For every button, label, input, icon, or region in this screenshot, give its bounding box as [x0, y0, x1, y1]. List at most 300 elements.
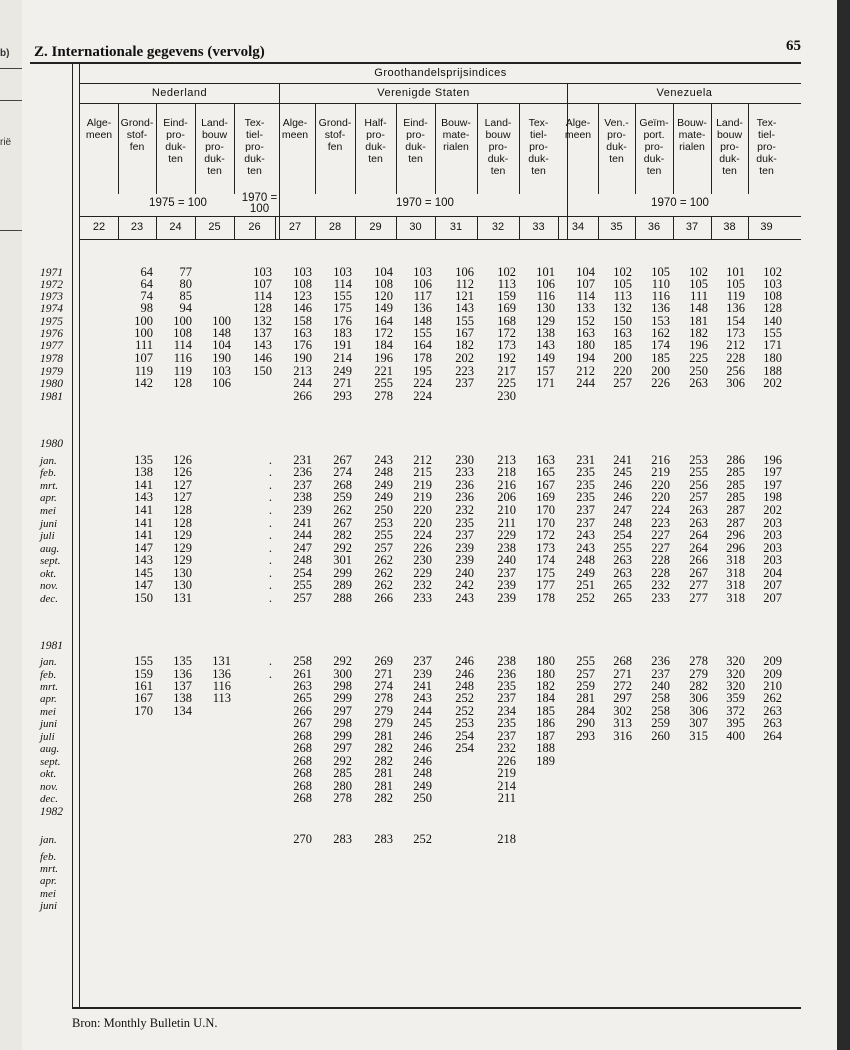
table-cell: 247: [613, 503, 632, 517]
table-cell: 299: [333, 691, 352, 705]
table-cell: 175: [536, 566, 555, 580]
table-cell: 243: [413, 691, 432, 705]
table-cell: 264: [689, 541, 708, 555]
row-label: dec.: [40, 593, 59, 605]
column-number: 35: [610, 221, 623, 233]
table-cell: 107: [253, 277, 272, 291]
table-cell: 116: [173, 351, 192, 365]
table-cell: 127: [173, 490, 192, 504]
table-cell: 237: [455, 376, 474, 390]
column-number: 39: [760, 221, 773, 233]
table-cell: 203: [763, 541, 782, 555]
table-cell: 257: [374, 541, 393, 555]
table-cell: 243: [374, 453, 393, 467]
table-cell: 282: [374, 741, 393, 755]
table-cell: 292: [333, 654, 352, 668]
table-cell: 194: [576, 351, 595, 365]
table-cell: 232: [413, 578, 432, 592]
table-cell: 174: [651, 338, 670, 352]
table-cell: 255: [374, 528, 393, 542]
table-cell: 135: [173, 654, 192, 668]
table-cell: 267: [333, 453, 352, 467]
table-cell: 136: [651, 301, 670, 315]
table-cell: 102: [497, 265, 516, 279]
table-cell: 233: [651, 591, 670, 605]
table-cell: 240: [651, 679, 670, 693]
table-cell: 266: [374, 591, 393, 605]
table-cell: 128: [173, 516, 192, 530]
table-cell: 143: [455, 301, 474, 315]
table-cell: 190: [212, 351, 231, 365]
table-cell: 218: [497, 832, 516, 846]
table-cell: 168: [497, 314, 516, 328]
table-cell: 77: [179, 265, 192, 279]
table-cell: 192: [497, 351, 516, 365]
column-header: Ven.- pro- duk- ten: [604, 117, 629, 165]
table-cell: 196: [689, 338, 708, 352]
right-page-edge: [837, 0, 850, 1050]
table-cell: .: [268, 553, 272, 567]
table-cell: 128: [173, 376, 192, 390]
table-cell: 244: [293, 376, 312, 390]
table-cell: 268: [293, 754, 312, 768]
table-cell: 197: [763, 478, 782, 492]
table-cell: 216: [497, 478, 516, 492]
table-cell: 266: [293, 389, 312, 403]
table-cell: 236: [455, 490, 474, 504]
table-cell: 239: [455, 553, 474, 567]
table-cell: 108: [374, 277, 393, 291]
table-cell: 167: [455, 326, 474, 340]
table-cell: 301: [333, 553, 352, 567]
table-cell: 141: [134, 528, 153, 542]
table-cell: 235: [455, 516, 474, 530]
table-cell: 178: [536, 591, 555, 605]
table-cell: 121: [455, 289, 474, 303]
table-cell: 215: [413, 465, 432, 479]
table-cell: 106: [536, 277, 555, 291]
table-cell: 174: [536, 553, 555, 567]
table-cell: 267: [689, 566, 708, 580]
table-cell: 177: [536, 578, 555, 592]
table-cell: 257: [293, 591, 312, 605]
table-cell: 268: [293, 791, 312, 805]
table-cell: 170: [134, 704, 153, 718]
table-cell: 150: [134, 591, 153, 605]
table-cell: 218: [497, 465, 516, 479]
table-cell: 114: [576, 289, 595, 303]
table-cell: 203: [763, 528, 782, 542]
table-cell: 262: [763, 691, 782, 705]
table-cell: 207: [763, 591, 782, 605]
table-cell: 171: [763, 338, 782, 352]
table-cell: 103: [293, 265, 312, 279]
table-cell: 252: [413, 832, 432, 846]
table-cell: 265: [613, 591, 632, 605]
table-cell: 286: [726, 453, 745, 467]
table-cell: 211: [497, 791, 516, 805]
table-cell: 204: [763, 566, 782, 580]
table-cell: 106: [455, 265, 474, 279]
table-cell: 224: [651, 503, 670, 517]
table-cell: 220: [413, 503, 432, 517]
table-cell: 232: [455, 503, 474, 517]
row-label: 1980: [40, 378, 63, 390]
row-label: okt.: [40, 568, 57, 580]
table-cell: 203: [763, 553, 782, 567]
column-number: 26: [248, 221, 261, 233]
table-cell: 119: [173, 364, 192, 378]
table-cell: 141: [134, 516, 153, 530]
table-cell: 236: [293, 465, 312, 479]
table-cell: 237: [497, 566, 516, 580]
table-cell: 257: [613, 376, 632, 390]
column-number: 24: [169, 221, 182, 233]
table-cell: 225: [689, 351, 708, 365]
table-cell: 318: [726, 591, 745, 605]
table-cell: 155: [333, 289, 352, 303]
table-cell: 137: [173, 679, 192, 693]
row-label: mrt.: [40, 681, 59, 693]
main-header: Groothandelsprijsindices: [374, 67, 507, 79]
table-cell: 197: [763, 465, 782, 479]
table-cell: 202: [763, 376, 782, 390]
table-cell: 128: [763, 301, 782, 315]
table-cell: 183: [333, 326, 352, 340]
table-cell: 157: [536, 364, 555, 378]
table-cell: 254: [455, 729, 474, 743]
table-cell: 246: [455, 654, 474, 668]
table-cell: 262: [374, 553, 393, 567]
table-cell: 147: [134, 578, 153, 592]
table-cell: 184: [374, 338, 393, 352]
table-cell: 263: [689, 503, 708, 517]
table-cell: 129: [173, 541, 192, 555]
row-label: 1978: [40, 353, 63, 365]
row-label: 1981: [40, 391, 63, 403]
table-cell: 103: [253, 265, 272, 279]
table-cell: 114: [253, 289, 272, 303]
table-cell: 113: [497, 277, 516, 291]
table-cell: 235: [497, 679, 516, 693]
table-cell: 262: [374, 578, 393, 592]
row-label: juli: [40, 731, 55, 743]
table-cell: 128: [253, 301, 272, 315]
table-cell: 158: [293, 314, 312, 328]
table-cell: 113: [212, 691, 231, 705]
table-cell: 259: [576, 679, 595, 693]
table-cell: 114: [173, 338, 192, 352]
column-header: Geïm- port. pro- duk- ten: [639, 117, 669, 177]
table-cell: 211: [497, 516, 516, 530]
table-cell: 127: [173, 478, 192, 492]
column-header: Tex- tiel- pro- duk- ten: [528, 117, 549, 177]
column-header: Alge- meen: [281, 117, 309, 141]
table-cell: 148: [413, 314, 432, 328]
table-cell: 242: [455, 578, 474, 592]
table-cell: 138: [173, 691, 192, 705]
table-cell: .: [268, 654, 272, 668]
table-cell: 244: [293, 528, 312, 542]
table-cell: 182: [536, 679, 555, 693]
source-note: Bron: Monthly Bulletin U.N.: [72, 1016, 218, 1030]
table-cell: 209: [763, 654, 782, 668]
row-label: feb.: [40, 851, 57, 863]
column-header: Alge- meen: [564, 117, 592, 141]
group-divider: [567, 84, 568, 239]
table-cell: 111: [690, 289, 708, 303]
row-label: okt.: [40, 768, 57, 780]
left-page-edge: [0, 0, 23, 1050]
row-label: feb.: [40, 669, 57, 681]
column-number: 34: [571, 221, 585, 233]
table-cell: 279: [374, 704, 393, 718]
table-cell: 293: [576, 729, 595, 743]
table-cell: 176: [333, 314, 352, 328]
table-cell: .: [268, 566, 272, 580]
table-cell: 130: [173, 578, 192, 592]
column-header: Alge- meen: [85, 117, 113, 141]
table-cell: 107: [134, 351, 153, 365]
table-cell: 219: [413, 478, 432, 492]
table-cell: 288: [333, 591, 352, 605]
table-cell: 100: [134, 314, 153, 328]
header-rule: [80, 103, 801, 104]
table-cell: 103: [212, 364, 231, 378]
table-cell: 230: [455, 453, 474, 467]
table-cell: 203: [763, 516, 782, 530]
table-cell: 246: [455, 667, 474, 681]
table-cell: 163: [293, 326, 312, 340]
table-cell: 140: [763, 314, 782, 328]
table-cell: 212: [413, 453, 432, 467]
table-cell: 150: [613, 314, 632, 328]
table-cell: 299: [333, 729, 352, 743]
table-cell: 104: [212, 338, 231, 352]
table-cell: 234: [497, 704, 516, 718]
page-title: Z. Internationale gegevens (vervolg): [34, 44, 265, 60]
table-cell: 268: [613, 654, 632, 668]
table-cell: 106: [413, 277, 432, 291]
table-cell: 251: [576, 578, 595, 592]
table-cell: 209: [763, 667, 782, 681]
table-cell: 284: [576, 704, 595, 718]
table-cell: 219: [413, 490, 432, 504]
table-cell: 252: [455, 691, 474, 705]
table-cell: 143: [253, 338, 272, 352]
row-label: juli: [40, 530, 55, 542]
table-cell: 240: [497, 553, 516, 567]
table-cell: 185: [536, 704, 555, 718]
table-cell: 252: [576, 591, 595, 605]
table-cell: 249: [413, 779, 432, 793]
table-cell: 395: [726, 716, 745, 730]
table-cell: 279: [374, 716, 393, 730]
table-cell: 188: [763, 364, 782, 378]
left-margin-rule: [0, 230, 22, 231]
table-cell: 228: [651, 553, 670, 567]
column-number: 37: [685, 221, 699, 233]
table-cell: 227: [651, 541, 670, 555]
column-header: Grond- stof- fen: [318, 117, 352, 153]
column-header: Land- bouw pro- duk- ten: [484, 117, 512, 177]
table-cell: 237: [651, 667, 670, 681]
table-cell: 253: [455, 716, 474, 730]
table-cell: 107: [576, 277, 595, 291]
base-year-label: 1975 = 100: [149, 197, 207, 209]
table-cell: 180: [536, 654, 555, 668]
column-number: 29: [369, 221, 382, 233]
row-label: 1976: [40, 328, 63, 340]
table-cell: 297: [333, 704, 352, 718]
table-cell: 85: [179, 289, 192, 303]
table-cell: 248: [374, 465, 393, 479]
row-label: jan.: [40, 656, 57, 668]
table-cell: 220: [613, 364, 632, 378]
table-cell: 112: [455, 277, 474, 291]
table-cell: 263: [689, 516, 708, 530]
table-cell: 263: [763, 704, 782, 718]
table-cell: 159: [497, 289, 516, 303]
table-cell: 143: [134, 553, 153, 567]
table-cell: 259: [333, 490, 352, 504]
table-cell: 272: [613, 679, 632, 693]
table-cell: 248: [455, 679, 474, 693]
table-cell: 116: [536, 289, 555, 303]
table-cell: 271: [333, 376, 352, 390]
table-cell: 130: [173, 566, 192, 580]
table-cell: 320: [726, 679, 745, 693]
table-cell: 217: [497, 364, 516, 378]
table-cell: 250: [374, 503, 393, 517]
table-cell: 265: [293, 691, 312, 705]
column-header: Land- bouw pro- duk- ten: [201, 117, 228, 177]
row-label: apr.: [40, 492, 57, 504]
table-cell: 94: [179, 301, 192, 315]
table-cell: 102: [689, 265, 708, 279]
table-cell: 198: [763, 490, 782, 504]
row-label: dec.: [40, 793, 59, 805]
table-cell: 154: [726, 314, 745, 328]
table-cell: 287: [726, 516, 745, 530]
row-label: 1982: [40, 806, 63, 818]
row-label: 1980: [40, 438, 63, 450]
table-cell: 120: [374, 289, 393, 303]
table-cell: 258: [651, 691, 670, 705]
table-cell: .: [268, 578, 272, 592]
table-cell: 256: [689, 478, 708, 492]
table-cell: 238: [293, 490, 312, 504]
table-cell: 220: [651, 490, 670, 504]
table-cell: 129: [173, 528, 192, 542]
column-header: Bouw- mate- rialen: [441, 117, 471, 153]
table-cell: 152: [576, 314, 595, 328]
table-cell: .: [268, 478, 272, 492]
table-cell: 134: [173, 704, 192, 718]
table-cell: 202: [763, 503, 782, 517]
table-cell: 296: [726, 541, 745, 555]
table-cell: 232: [497, 741, 516, 755]
table-cell: 249: [374, 478, 393, 492]
table-cell: 245: [613, 465, 632, 479]
table-cell: 207: [763, 578, 782, 592]
table-cell: 220: [651, 478, 670, 492]
table-cell: 149: [536, 351, 555, 365]
table-cell: 250: [689, 364, 708, 378]
table-cell: 167: [134, 691, 153, 705]
column-header: Bouw- mate- rialen: [677, 117, 707, 153]
table-cell: 282: [374, 754, 393, 768]
table-cell: 196: [374, 351, 393, 365]
bottom-rule: [72, 1007, 801, 1009]
table-cell: 206: [497, 490, 516, 504]
table-cell: 108: [763, 289, 782, 303]
table-cell: 119: [134, 364, 153, 378]
table-cell: 181: [689, 314, 708, 328]
table-cell: 182: [689, 326, 708, 340]
row-label: sept.: [40, 756, 61, 768]
table-cell: 141: [134, 503, 153, 517]
table-cell: 182: [455, 338, 474, 352]
row-label: 1973: [40, 291, 63, 303]
table-cell: 313: [613, 716, 632, 730]
table-cell: 290: [576, 716, 595, 730]
table-cell: 180: [536, 667, 555, 681]
base-year-label: 1970 = 100: [651, 197, 709, 209]
table-cell: 262: [333, 503, 352, 517]
table-cell: 155: [413, 326, 432, 340]
table-cell: 236: [455, 478, 474, 492]
table-cell: 131: [173, 591, 192, 605]
table-cell: 102: [613, 265, 632, 279]
table-cell: 80: [179, 277, 192, 291]
table-cell: 126: [173, 465, 192, 479]
table-cell: 278: [689, 654, 708, 668]
table-cell: 278: [374, 691, 393, 705]
top-rule: [30, 62, 801, 64]
table-cell: 100: [134, 326, 153, 340]
table-cell: 265: [613, 578, 632, 592]
table-cell: 202: [455, 351, 474, 365]
table-cell: 173: [726, 326, 745, 340]
table-cell: 247: [293, 541, 312, 555]
table-cell: 235: [497, 716, 516, 730]
table-cell: 103: [413, 265, 432, 279]
column-number: 36: [647, 221, 661, 233]
column-number: 23: [130, 221, 144, 233]
table-cell: 278: [333, 791, 352, 805]
left-margin-text: rië: [0, 137, 12, 148]
table-cell: 281: [374, 779, 393, 793]
table-cell: 105: [689, 277, 708, 291]
table-cell: 219: [497, 766, 516, 780]
table-cell: 105: [726, 277, 745, 291]
table-cell: 271: [613, 667, 632, 681]
table-cell: 64: [140, 265, 153, 279]
table-cell: 238: [497, 654, 516, 668]
table-cell: 228: [726, 351, 745, 365]
table-cell: 186: [536, 716, 555, 730]
table-cell: 254: [613, 528, 632, 542]
table-cell: 255: [613, 541, 632, 555]
row-label: feb.: [40, 467, 57, 479]
table-cell: 132: [253, 314, 272, 328]
table-cell: 231: [576, 453, 595, 467]
left-margin-rule: [0, 68, 22, 69]
table-cell: 123: [293, 289, 312, 303]
table-cell: 283: [333, 832, 352, 846]
table-cell: 240: [455, 566, 474, 580]
